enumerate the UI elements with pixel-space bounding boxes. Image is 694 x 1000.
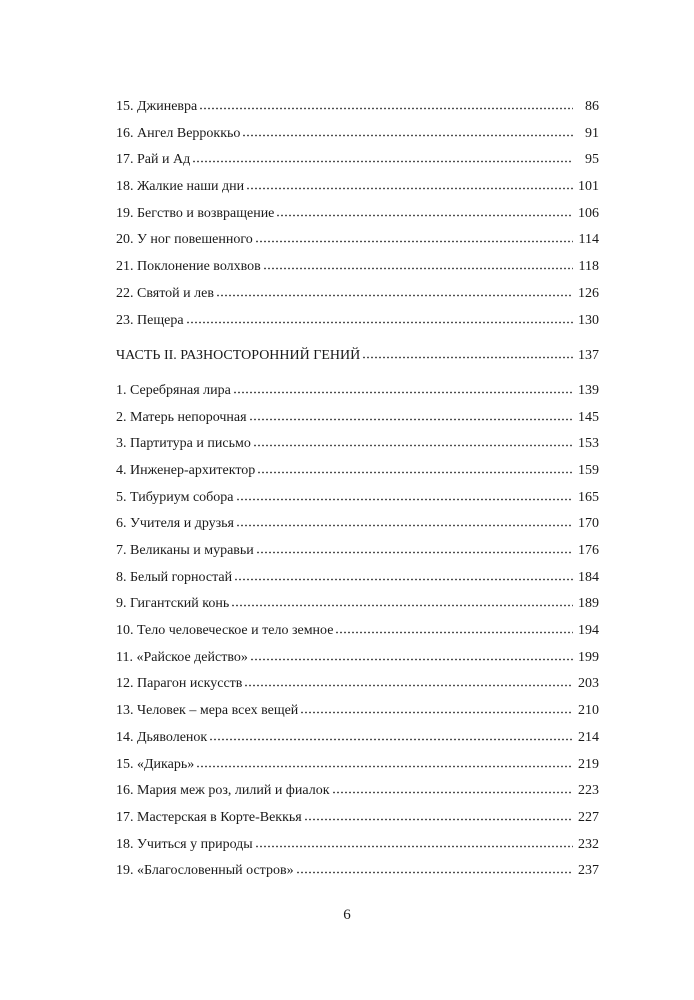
dot-leader (263, 256, 573, 270)
toc-entry[interactable] (116, 620, 599, 647)
toc-entry[interactable] (116, 176, 599, 203)
toc-entry-title: 23. Пещера (116, 312, 184, 328)
toc-entry[interactable] (116, 593, 599, 620)
dot-leader (244, 673, 573, 687)
dot-leader (199, 96, 573, 110)
toc-entry-page: 101 (578, 179, 599, 195)
dot-leader (257, 460, 573, 474)
toc-entry-title: 12. Парагон искусств (116, 676, 243, 692)
dot-leader (255, 834, 573, 848)
toc-entry-title: 11. «Райское действо» (116, 649, 248, 665)
toc-entry[interactable] (116, 380, 599, 407)
dot-leader (362, 345, 573, 359)
dot-leader (186, 310, 573, 324)
toc-entry-title: 10. Тело человеческое и тело земное (116, 623, 334, 639)
dot-leader (236, 487, 573, 501)
dot-leader (192, 149, 573, 163)
toc-entry-title: 17. Рай и Ад (116, 152, 191, 168)
toc-entry[interactable] (116, 283, 599, 310)
toc-entry-title: 15. «Дикарь» (116, 756, 195, 772)
toc-entry[interactable] (116, 754, 599, 781)
toc-entry[interactable] (116, 673, 599, 700)
toc-entry-page: 232 (578, 836, 599, 852)
toc-part-heading[interactable] (116, 345, 599, 372)
table-of-contents (116, 96, 599, 887)
part-title: ЧАСТЬ II. РАЗНОСТОРОННИЙ ГЕНИЙ (116, 348, 361, 364)
toc-entry-title: 16. Ангел Верроккьо (116, 125, 241, 141)
dot-leader (250, 647, 573, 661)
toc-entry[interactable] (116, 807, 599, 834)
toc-entry-page: 145 (578, 409, 599, 425)
toc-entry-title: 17. Мастерская в Корте-Веккья (116, 809, 302, 825)
dot-leader (256, 540, 573, 554)
dot-leader (332, 780, 574, 794)
toc-entry-page: 114 (578, 232, 599, 248)
dot-leader (242, 123, 573, 137)
toc-entry-title: 1. Серебряная лира (116, 382, 231, 398)
part-page: 137 (578, 348, 599, 364)
toc-entry-page: 214 (578, 729, 599, 745)
toc-entry[interactable] (116, 647, 599, 674)
toc-entry[interactable] (116, 834, 599, 861)
dot-leader (216, 283, 573, 297)
toc-entry-title: 21. Поклонение волхвов (116, 259, 261, 275)
dot-leader (255, 229, 573, 243)
toc-entry-title: 8. Белый горностай (116, 569, 233, 585)
toc-entry-page: 86 (585, 99, 599, 114)
toc-entry-page: 118 (578, 259, 599, 275)
toc-entry-title: 6. Учителя и друзья (116, 516, 234, 532)
toc-entry-page: 126 (578, 285, 599, 301)
toc-entry-page: 189 (578, 596, 599, 612)
dot-leader (246, 176, 573, 190)
dot-leader (253, 433, 573, 447)
toc-entry-title: 18. Учиться у природы (116, 836, 253, 852)
toc-entry[interactable] (116, 229, 599, 256)
toc-entry-title: 19. «Благословенный остров» (116, 863, 294, 879)
dot-leader (249, 407, 573, 421)
toc-entry-title: 18. Жалкие наши дни (116, 179, 245, 195)
toc-entry-page: 106 (578, 205, 599, 221)
dot-leader (236, 513, 573, 527)
toc-entry-title: 4. Инженер-архитектор (116, 462, 256, 478)
toc-entry-page: 184 (578, 569, 599, 585)
toc-entry-title: 7. Великаны и муравьи (116, 543, 254, 558)
toc-entry-page: 203 (578, 676, 599, 692)
dot-leader (296, 860, 573, 874)
dot-leader (276, 203, 573, 217)
toc-entry[interactable] (116, 203, 599, 230)
page-number: 6 (343, 907, 351, 923)
toc-entry-title: 20. У ног повешенного (116, 232, 253, 248)
toc-entry-page: 194 (578, 623, 599, 639)
toc-entry[interactable] (116, 727, 599, 754)
toc-entry[interactable] (116, 860, 599, 887)
toc-entry-page: 176 (578, 543, 599, 558)
toc-entry-title: 16. Мария меж роз, лилий и фиалок (116, 783, 330, 799)
toc-entry-title: 14. Дьяволенок (116, 729, 208, 745)
toc-entry[interactable] (116, 780, 599, 807)
toc-entry-page: 219 (578, 756, 599, 772)
toc-entry[interactable] (116, 540, 599, 567)
toc-entry-page: 237 (578, 863, 599, 879)
toc-entry[interactable] (116, 310, 599, 337)
toc-entry-page: 95 (585, 152, 599, 168)
toc-entry[interactable] (116, 460, 599, 487)
toc-entry-page: 210 (578, 703, 599, 719)
toc-entry-title: 15. Джиневра (116, 99, 198, 114)
toc-entry-title: 13. Человек – мера всех вещей (116, 703, 299, 719)
toc-entry-page: 130 (578, 312, 599, 328)
toc-entry-title: 9. Гигантский конь (116, 596, 230, 612)
toc-entry-title: 22. Святой и лев (116, 285, 214, 301)
toc-entry-page: 227 (578, 809, 599, 825)
dot-leader (335, 620, 573, 634)
dot-leader (231, 593, 573, 607)
toc-entry-page: 139 (578, 382, 599, 398)
toc-entry[interactable] (116, 700, 599, 727)
toc-entry-page: 223 (578, 783, 599, 799)
toc-entry-title: 2. Матерь непорочная (116, 409, 247, 425)
toc-entry[interactable] (116, 567, 599, 594)
toc-entry-page: 153 (578, 436, 599, 452)
toc-entry[interactable] (116, 149, 599, 176)
dot-leader (300, 700, 573, 714)
dot-leader (233, 380, 573, 394)
toc-entry-page: 91 (585, 125, 599, 141)
toc-entry-page: 199 (578, 649, 599, 665)
toc-entry-page: 165 (578, 489, 599, 505)
toc-entry[interactable] (116, 433, 599, 460)
toc-entry[interactable] (116, 256, 599, 283)
dot-leader (234, 567, 573, 581)
toc-entry[interactable] (116, 487, 599, 514)
dot-leader (196, 754, 573, 768)
toc-entry[interactable] (116, 96, 599, 123)
toc-entry-page: 170 (578, 516, 599, 532)
toc-entry-title: 19. Бегство и возвращение (116, 205, 275, 221)
dot-leader (209, 727, 573, 741)
toc-entry-title: 3. Партитура и письмо (116, 436, 251, 452)
toc-entry-title: 5. Тибуриум собора (116, 489, 234, 505)
toc-entry[interactable] (116, 407, 599, 434)
toc-entry[interactable] (116, 513, 599, 540)
dot-leader (304, 807, 573, 821)
toc-entry[interactable] (116, 123, 599, 150)
toc-entry-page: 159 (578, 462, 599, 478)
